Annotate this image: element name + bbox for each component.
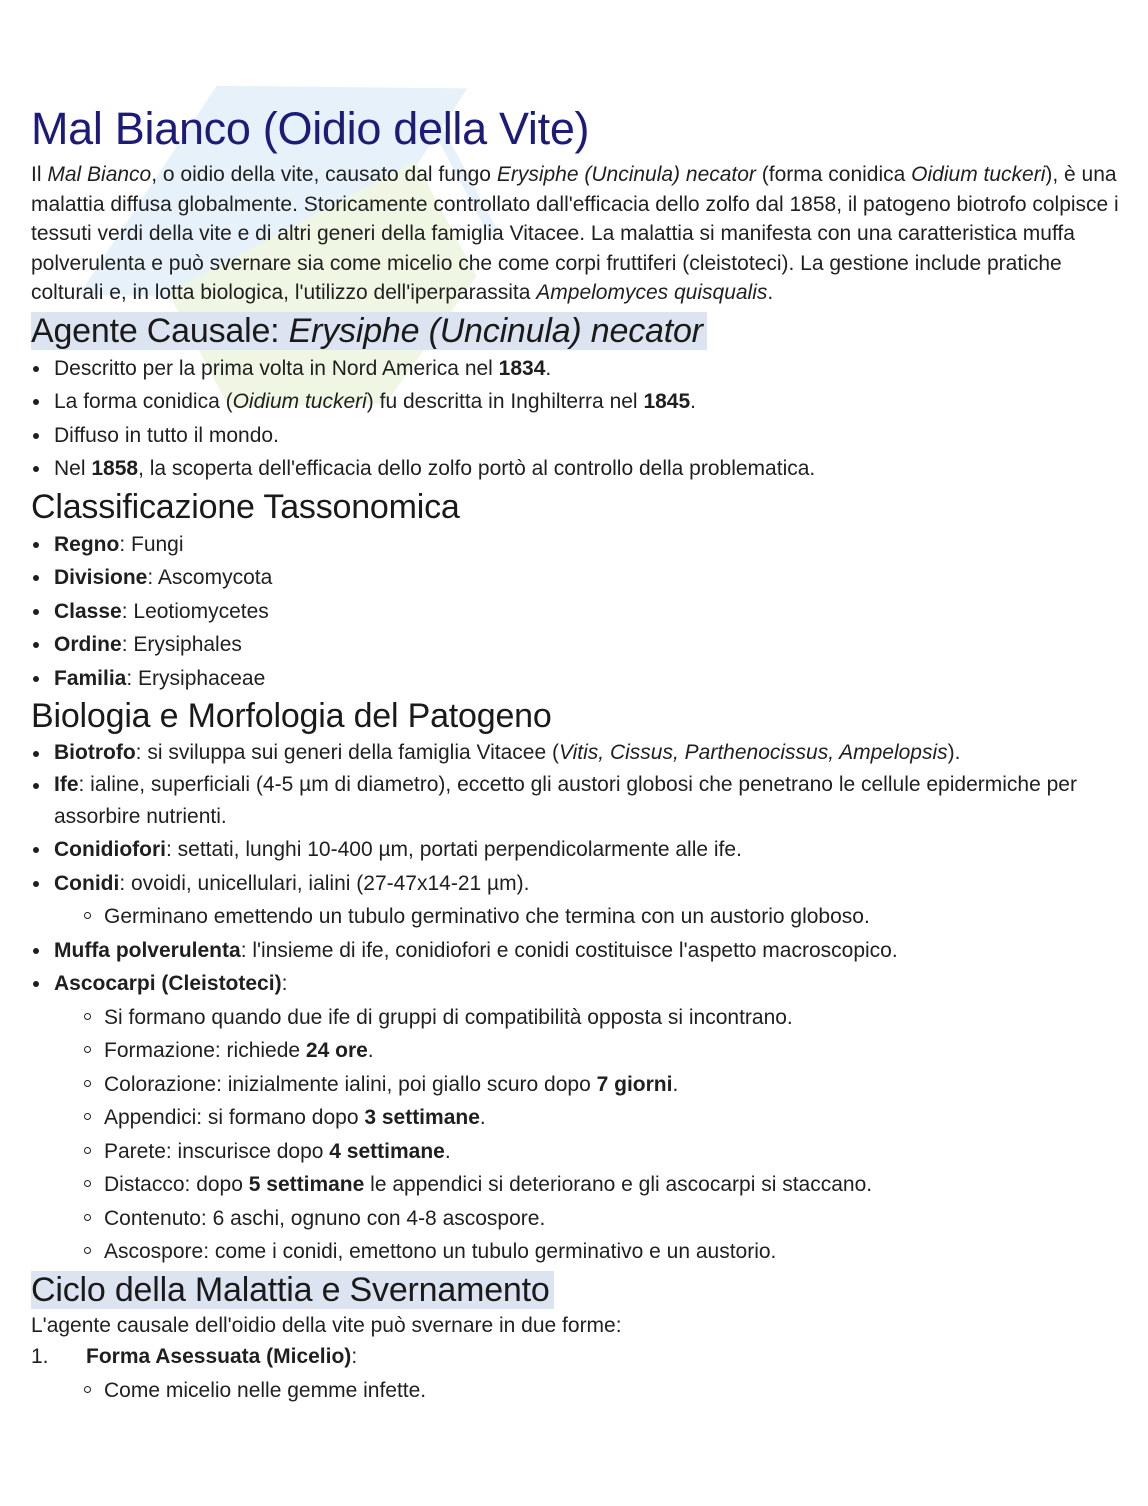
list-item: Regno: Fungi bbox=[31, 528, 1121, 562]
taxonomy-list bbox=[31, 528, 1121, 696]
cycle-list bbox=[31, 1340, 1121, 1407]
list-item: Ascocarpi (Cleistoteci): bbox=[31, 967, 1121, 1001]
list-item: Conidi: ovoidi, unicellulari, ialini (27-47x14-21 µm). bbox=[31, 867, 1121, 901]
list-item: Biotrofo: si sviluppa sui generi della famiglia Vitacee (Vitis, Cissus, Parthenocissus, Ampelopsis). bbox=[31, 737, 1121, 769]
sub-list-item: Colorazione: inizialmente ialini, poi giallo scuro dopo 7 giorni. bbox=[31, 1068, 1121, 1102]
list-item: Diffuso in tutto il mondo. bbox=[31, 419, 1121, 453]
numbered-item: 1. Forma Asessuata (Micelio): bbox=[31, 1345, 358, 1368]
sub-list-item: Come micelio nelle gemme infette. bbox=[31, 1374, 1121, 1408]
heading-classificazione: Classificazione Tassonomica bbox=[31, 487, 460, 526]
heading-biologia: Biologia e Morfologia del Patogeno bbox=[31, 697, 552, 735]
sub-list-item: Ascospore: come i conidi, emettono un tubulo germinativo e un austorio. bbox=[31, 1235, 1121, 1269]
list-item: Conidiofori: settati, lunghi 10-400 µm, portati perpendicolarmente alle ife. bbox=[31, 833, 1121, 867]
list-item: La forma conidica (Oidium tuckeri) fu descritta in Inghilterra nel 1845. bbox=[31, 385, 1121, 419]
list-item: Descritto per la prima volta in Nord America nel 1834. bbox=[31, 352, 1121, 386]
heading-ciclo: Ciclo della Malattia e Svernamento bbox=[31, 1269, 1121, 1311]
intro-paragraph: Il Mal Bianco, o oidio della vite, causato dal fungo Erysiphe (Uncinula) necator (forma conidica Oidium tuckeri), è una malattia diffusa globalmente. Storicamente controllato dall'efficacia dello zolfo dal 1858, il patogeno biotrofo colpisce i tessuti verdi della vite e di altri generi della famiglia Vitacee. La malattia si manifesta con una caratteristica muffa polverulenta e può svernare sia come micelio che come corpi fruttiferi (cleistoteci). La gestione include pratiche colturali e, in lotta biologica, l'utilizzo dell'iperparassita Ampelomyces quisqualis. bbox=[31, 163, 1119, 304]
sub-list-item: Distacco: dopo 5 settimane le appendici si deteriorano e gli ascocarpi si staccano. bbox=[31, 1168, 1121, 1202]
sub-list-item: Germinano emettendo un tubulo germinativo che termina con un austorio globoso. bbox=[31, 900, 1121, 934]
document-page bbox=[31, 98, 1121, 1407]
heading-agente-causale: Agente Causale: Erysiphe (Uncinula) necator bbox=[31, 310, 1121, 352]
list-item: Ife: ialine, superficiali (4-5 µm di diametro), eccetto gli austori globosi che penetrano le cellule epidermiche per assorbire nutrienti. bbox=[31, 769, 1121, 833]
list-item: Muffa polverulenta: l'insieme di ife, conidiofori e conidi costituisce l'aspetto macroscopico. bbox=[31, 934, 1121, 968]
sub-list-item: Appendici: si formano dopo 3 settimane. bbox=[31, 1101, 1121, 1135]
page-title: Mal Bianco (Oidio della Vite) bbox=[31, 103, 590, 154]
list-item: Nel 1858, la scoperta dell'efficacia dello zolfo portò al controllo della problematica. bbox=[31, 452, 1121, 486]
list-item: Ordine: Erysiphales bbox=[31, 628, 1121, 662]
list-item: Classe: Leotiomycetes bbox=[31, 595, 1121, 629]
sub-list-item: Contenuto: 6 aschi, ognuno con 4-8 ascospore. bbox=[31, 1202, 1121, 1236]
list-item: Divisione: Ascomycota bbox=[31, 561, 1121, 595]
biology-list bbox=[31, 737, 1121, 1269]
list-item: Familia: Erysiphaceae bbox=[31, 662, 1121, 696]
agent-list bbox=[31, 352, 1121, 486]
sub-list-item: Parete: inscurisce dopo 4 settimane. bbox=[31, 1135, 1121, 1169]
sub-list-item: Formazione: richiede 24 ore. bbox=[31, 1034, 1121, 1068]
sub-list-item: Si formano quando due ife di gruppi di compatibilità opposta si incontrano. bbox=[31, 1001, 1121, 1035]
cycle-intro: L'agente causale dell'oidio della vite può svernare in due forme: bbox=[31, 1313, 622, 1337]
